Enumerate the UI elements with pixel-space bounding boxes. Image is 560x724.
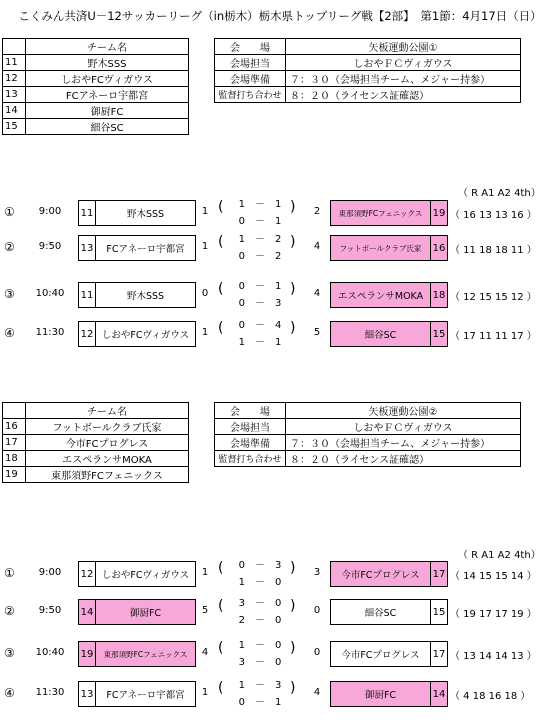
match-number: ② xyxy=(4,240,15,254)
venue-table-1 xyxy=(214,38,521,103)
match-row xyxy=(0,318,560,348)
away-team-box xyxy=(330,599,448,625)
home-score: 1 xyxy=(201,241,209,252)
away-team-name: 細谷SC xyxy=(364,608,397,619)
referee-assignment: （ 16 13 13 16 ） xyxy=(450,210,537,221)
match-row xyxy=(0,678,560,708)
home-team-name: しおやFCヴィガウス xyxy=(101,570,190,581)
away-team-box xyxy=(330,235,448,261)
venue-value: ８：２０（ライセンス証確認） xyxy=(286,87,521,103)
home-team-number: 12 xyxy=(79,322,96,346)
away-team-name: 東那須野FCフェニックス xyxy=(338,208,423,218)
team-number: 12 xyxy=(3,71,26,87)
team-number: 19 xyxy=(3,467,26,483)
referee-header: （ R A1 A2 4th） xyxy=(458,550,541,561)
team-number: 14 xyxy=(3,103,26,119)
referee-assignment: （ 12 15 15 12 ） xyxy=(450,292,537,303)
referee-assignment: （ 4 18 16 18 ） xyxy=(450,691,531,702)
first-half-score: 0 － 1 xyxy=(238,281,282,292)
kickoff-time: 9:50 xyxy=(38,605,62,616)
venue-label: 会 場 xyxy=(215,403,286,419)
away-team-name: 細谷SC xyxy=(364,330,397,341)
away-score: 3 xyxy=(313,567,321,578)
away-team-box xyxy=(330,681,448,707)
second-half-score: 2 － 0 xyxy=(238,615,282,626)
away-score: 4 xyxy=(313,288,321,299)
home-score: 1 xyxy=(201,327,209,338)
second-half-score: 0 － 2 xyxy=(238,251,282,262)
away-team-number: 19 xyxy=(430,201,447,225)
home-team-name: 東那須野FCフェニックス xyxy=(103,649,188,659)
home-team-name: FCアネーロ宇都宮 xyxy=(106,244,185,255)
home-team-box xyxy=(78,200,196,226)
referee-assignment: （ 13 14 14 13 ） xyxy=(450,651,537,662)
second-half-score: 1 － 1 xyxy=(238,337,282,348)
venue-name: 矢板運動公園② xyxy=(286,403,521,419)
away-score: 0 xyxy=(313,647,321,658)
home-team-box xyxy=(78,641,196,667)
bracket-close: ) xyxy=(290,680,296,696)
away-team-number: 17 xyxy=(430,642,447,666)
home-team-number: 14 xyxy=(79,600,96,624)
away-team-number: 16 xyxy=(430,236,447,260)
away-team-name: エスペランサMOKA xyxy=(337,291,424,302)
team-name: 御厨FC xyxy=(26,103,189,119)
teams-header: チーム名 xyxy=(26,39,189,55)
match-row xyxy=(0,558,560,588)
bracket-close: ) xyxy=(290,234,296,250)
home-team-box xyxy=(78,599,196,625)
home-team-box xyxy=(78,681,196,707)
venue-key: 会場担当 xyxy=(215,55,286,71)
venue-key: 監督打ち合わせ xyxy=(215,87,286,103)
home-team-number: 13 xyxy=(79,236,96,260)
first-half-score: 1 － 3 xyxy=(238,680,282,691)
match-number: ④ xyxy=(4,686,15,700)
bracket-close: ) xyxy=(290,199,296,215)
venue-key: 会場準備 xyxy=(215,71,286,87)
kickoff-time: 9:00 xyxy=(38,567,62,578)
venue-label: 会 場 xyxy=(215,39,286,55)
home-team-name: FCアネーロ宇都宮 xyxy=(106,690,185,701)
match-number: ④ xyxy=(4,326,15,340)
match-row xyxy=(0,232,560,262)
home-score: 1 xyxy=(201,567,209,578)
second-half-score: 0 － 3 xyxy=(238,298,282,309)
team-number: 11 xyxy=(3,55,26,71)
kickoff-time: 10:40 xyxy=(35,288,65,299)
bracket-open: ( xyxy=(218,320,224,336)
teams-table-1 xyxy=(2,38,189,135)
first-half-score: 1 － 1 xyxy=(238,199,282,210)
away-team-box xyxy=(330,282,448,308)
team-number: 18 xyxy=(3,451,26,467)
bracket-open: ( xyxy=(218,680,224,696)
home-team-name: 野木SSS xyxy=(126,209,165,220)
team-name: 今市FCプログレス xyxy=(26,435,189,451)
referee-assignment: （ 17 11 11 17 ） xyxy=(450,331,537,342)
first-half-score: 3 － 0 xyxy=(238,598,282,609)
bracket-close: ) xyxy=(290,560,296,576)
away-team-number: 15 xyxy=(430,600,447,624)
kickoff-time: 9:00 xyxy=(38,206,62,217)
away-team-box xyxy=(330,561,448,587)
bracket-close: ) xyxy=(290,281,296,297)
home-team-number: 11 xyxy=(79,201,96,225)
bracket-close: ) xyxy=(290,640,296,656)
away-team-name: 御厨FC xyxy=(364,690,397,701)
away-team-name: 今市FCプログレス xyxy=(341,570,420,581)
team-name: 細谷SC xyxy=(26,119,189,135)
venue-value: ７：３０（会場担当チーム、メジャー持参） xyxy=(286,435,521,451)
away-team-name: 今市FCプログレス xyxy=(341,650,420,661)
team-name: 東那須野FCフェニックス xyxy=(26,467,189,483)
match-number: ③ xyxy=(4,646,15,660)
bracket-open: ( xyxy=(218,281,224,297)
team-name: エスペランサMOKA xyxy=(26,451,189,467)
match-number: ③ xyxy=(4,287,15,301)
bracket-open: ( xyxy=(218,640,224,656)
bracket-open: ( xyxy=(218,598,224,614)
away-score: 0 xyxy=(313,605,321,616)
away-team-number: 18 xyxy=(430,283,447,307)
bracket-close: ) xyxy=(290,320,296,336)
team-number: 15 xyxy=(3,119,26,135)
home-score: 1 xyxy=(201,206,209,217)
away-score: 4 xyxy=(313,687,321,698)
home-score: 0 xyxy=(201,288,209,299)
home-team-number: 11 xyxy=(79,283,96,307)
away-team-name: フットボールクラブ氏家 xyxy=(339,243,422,253)
referee-assignment: （ 14 15 15 14 ） xyxy=(450,571,537,582)
first-half-score: 0 － 3 xyxy=(238,560,282,571)
away-score: 5 xyxy=(313,327,321,338)
team-name: FCアネーロ宇都宮 xyxy=(26,87,189,103)
away-team-number: 15 xyxy=(430,322,447,346)
away-score: 2 xyxy=(313,206,321,217)
match-number: ② xyxy=(4,604,15,618)
team-number: 17 xyxy=(3,435,26,451)
home-score: 5 xyxy=(201,605,209,616)
bracket-open: ( xyxy=(218,234,224,250)
second-half-score: 0 － 1 xyxy=(238,697,282,708)
venue-value: しおやＦＣヴィガウス xyxy=(286,55,521,71)
match-row xyxy=(0,197,560,227)
home-team-box xyxy=(78,561,196,587)
away-score: 4 xyxy=(313,241,321,252)
first-half-score: 0 － 4 xyxy=(238,320,282,331)
venue-value: ８：２０（ライセンス証確認） xyxy=(286,451,521,467)
team-number: 16 xyxy=(3,419,26,435)
venue-table-2 xyxy=(214,402,521,467)
venue-name: 矢板運動公園① xyxy=(286,39,521,55)
away-team-number: 14 xyxy=(430,682,447,706)
page-title: こくみん共済U－12サッカーリーグ（in栃木）栃木県トップリーグ戦【2部】 第1節：4月17日（日） xyxy=(18,9,542,23)
kickoff-time: 9:50 xyxy=(38,241,62,252)
match-row xyxy=(0,638,560,668)
referee-header: （ R A1 A2 4th） xyxy=(458,188,541,199)
home-team-number: 13 xyxy=(79,682,96,706)
second-half-score: 3 － 0 xyxy=(238,657,282,668)
bracket-open: ( xyxy=(218,199,224,215)
match-row xyxy=(0,279,560,309)
away-team-box xyxy=(330,641,448,667)
bracket-close: ) xyxy=(290,598,296,614)
kickoff-time: 11:30 xyxy=(35,327,65,338)
home-team-number: 12 xyxy=(79,562,96,586)
home-team-number: 19 xyxy=(79,642,96,666)
team-name: 野木SSS xyxy=(26,55,189,71)
venue-key: 会場準備 xyxy=(215,435,286,451)
match-number: ① xyxy=(4,566,15,580)
away-team-box xyxy=(330,200,448,226)
teams-header: チーム名 xyxy=(26,403,189,419)
venue-value: ７：３０（会場担当チーム、メジャー持参） xyxy=(286,71,521,87)
team-name: フットボールクラブ氏家 xyxy=(26,419,189,435)
home-team-name: 野木SSS xyxy=(126,291,165,302)
second-half-score: 1 － 0 xyxy=(238,577,282,588)
venue-value: しおやＦＣヴィガウス xyxy=(286,419,521,435)
match-number: ① xyxy=(4,205,15,219)
teams-table-2 xyxy=(2,402,189,483)
first-half-score: 1 － 0 xyxy=(238,640,282,651)
venue-key: 監督打ち合わせ xyxy=(215,451,286,467)
team-name: しおやFCヴィガウス xyxy=(26,71,189,87)
home-score: 1 xyxy=(201,687,209,698)
home-team-box xyxy=(78,235,196,261)
venue-key: 会場担当 xyxy=(215,419,286,435)
away-team-box xyxy=(330,321,448,347)
match-row xyxy=(0,596,560,626)
kickoff-time: 10:40 xyxy=(35,647,65,658)
home-team-box xyxy=(78,321,196,347)
team-number: 13 xyxy=(3,87,26,103)
home-team-name: 御厨FC xyxy=(129,608,162,619)
referee-assignment: （ 19 17 17 19 ） xyxy=(450,609,537,620)
referee-assignment: （ 11 18 18 11 ） xyxy=(450,245,537,256)
home-team-box xyxy=(78,282,196,308)
second-half-score: 0 － 1 xyxy=(238,216,282,227)
first-half-score: 1 － 2 xyxy=(238,234,282,245)
away-team-number: 17 xyxy=(430,562,447,586)
kickoff-time: 11:30 xyxy=(35,687,65,698)
home-score: 4 xyxy=(201,647,209,658)
home-team-name: しおやFCヴィガウス xyxy=(101,330,190,341)
bracket-open: ( xyxy=(218,560,224,576)
